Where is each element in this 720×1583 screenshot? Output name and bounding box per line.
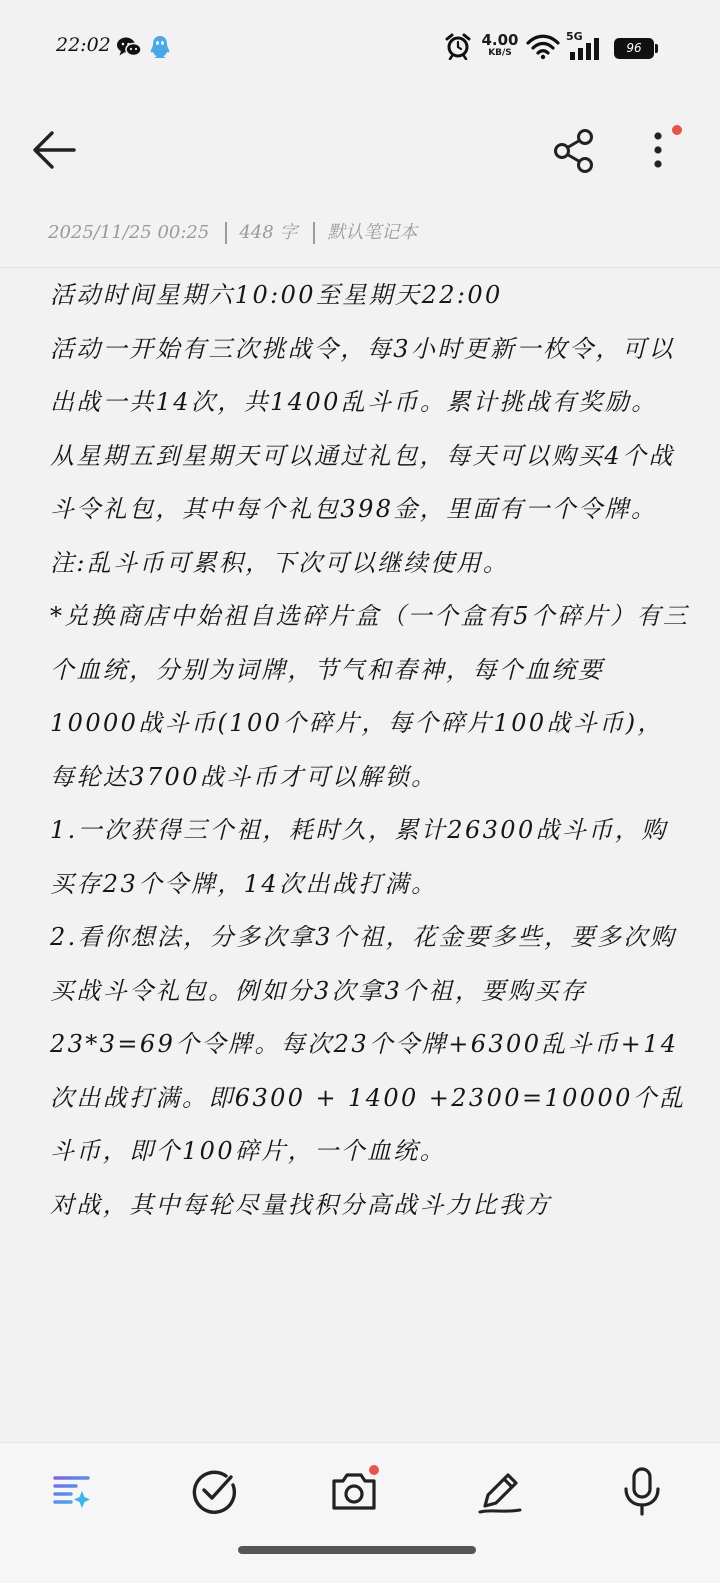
network-speed-unit: KB/S bbox=[488, 48, 512, 58]
qq-icon bbox=[148, 34, 172, 64]
signal-icon bbox=[568, 38, 604, 66]
word-count: 448 字 bbox=[239, 222, 298, 243]
note-paragraph: 2.看你想法，分多次拿3个祖，花金要多些，要多次购买战斗令礼包。例如分3次拿3个祖，要购买存23*3=69个令牌。每次23个令牌+6300乱斗币+14次出战打满。即6300 + 1400 +2300=10000个乱斗币，即个100碎片，一个血统。 bbox=[50, 923, 686, 1165]
divider bbox=[0, 267, 720, 268]
ai-text-icon bbox=[46, 1502, 98, 1521]
notebook-name[interactable]: 默认笔记本 bbox=[327, 222, 418, 243]
meta-divider bbox=[313, 222, 315, 244]
home-indicator[interactable] bbox=[238, 1546, 476, 1554]
more-vertical-icon bbox=[642, 161, 674, 180]
note-date: 2025/11/25 00:25 bbox=[48, 222, 210, 243]
status-time: 22:02 bbox=[56, 34, 111, 56]
battery-icon bbox=[614, 38, 654, 59]
note-body[interactable] bbox=[50, 269, 690, 1441]
note-paragraph: 1.一次获得三个祖，耗时久，累计26300战斗币，购买存23个令牌，14次出战打满。 bbox=[50, 816, 668, 898]
top-toolbar bbox=[0, 96, 720, 206]
battery-level: 96 bbox=[626, 41, 642, 55]
note-paragraph: 活动一开始有三次挑战令，每3小时更新一枚令，可以出战一共14次，共1400乱斗币。累计挑战有奖励。 bbox=[50, 334, 675, 416]
bottom-toolbar bbox=[0, 1442, 720, 1583]
network-speed bbox=[478, 33, 522, 58]
network-type: 5G bbox=[566, 30, 583, 43]
voice-input-button[interactable] bbox=[616, 1465, 668, 1517]
share-button[interactable] bbox=[552, 128, 596, 178]
handwriting-button[interactable] bbox=[474, 1465, 526, 1517]
camera-icon bbox=[328, 1502, 380, 1521]
meta-divider bbox=[225, 222, 227, 244]
note-paragraph: 注:乱斗币可累积，下次可以继续使用。 bbox=[50, 548, 510, 577]
note-paragraph: 从星期五到星期天可以通过礼包，每天可以购买4个战斗令礼包，其中每个礼包398金，里面有一个令牌。 bbox=[50, 441, 675, 523]
pen-icon bbox=[474, 1502, 526, 1521]
camera-badge bbox=[369, 1465, 379, 1475]
status-bar bbox=[0, 0, 720, 96]
note-paragraph: 对战，其中每轮尽量找积分高战斗力比我方 bbox=[50, 1190, 552, 1219]
back-button[interactable] bbox=[30, 128, 78, 176]
alarm-icon bbox=[444, 32, 472, 64]
camera-button[interactable] bbox=[328, 1465, 380, 1517]
wechat-icon bbox=[116, 36, 142, 62]
checklist-icon bbox=[188, 1502, 240, 1521]
network-speed-value: 4.00 bbox=[481, 31, 519, 49]
share-icon bbox=[552, 159, 596, 178]
notification-badge bbox=[672, 125, 682, 135]
checklist-button[interactable] bbox=[188, 1465, 240, 1517]
note-meta bbox=[48, 218, 417, 248]
more-button[interactable] bbox=[642, 128, 674, 176]
note-paragraph: 活动时间星期六10:00至星期天22:00 bbox=[50, 281, 503, 309]
back-arrow-icon bbox=[30, 157, 78, 176]
microphone-icon bbox=[616, 1502, 668, 1521]
ai-format-button[interactable] bbox=[46, 1465, 98, 1517]
wifi-icon bbox=[526, 34, 560, 64]
note-paragraph: *兑换商店中始祖自选碎片盒（一个盒有5个碎片）有三个血统，分别为词牌，节气和春神，每个血统要10000战斗币(100个碎片，每个碎片100战斗币)，每轮达3700战斗币才可以解锁。 bbox=[50, 602, 690, 791]
